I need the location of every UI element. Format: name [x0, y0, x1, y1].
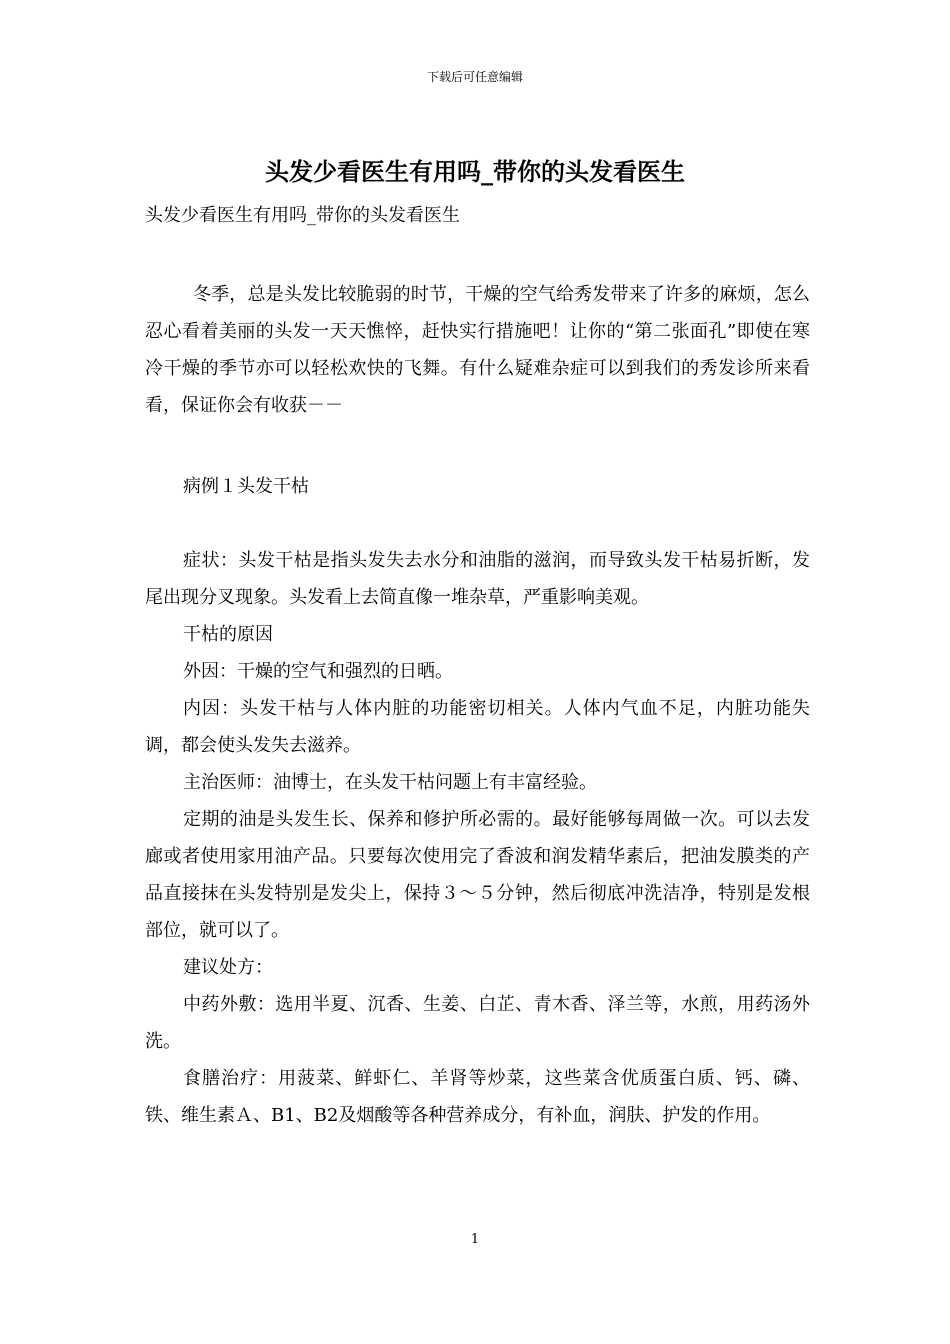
page-header: 下载后可任意编辑 [426, 70, 523, 84]
subtitle-line: 头发少看医生有用吗_带你的头发看医生 [145, 205, 460, 226]
page-number: 1 [470, 1232, 480, 1247]
external-cause-paragraph: 外因：干燥的空气和强烈的日晒。 [183, 661, 453, 682]
document-body [145, 197, 810, 1134]
treatment-paragraph: 定期的油是头发生长、保养和修护所必需的。最好能够每周做一次。可以去发廊或者使用家用油产品。只要每次使用完了香波和润发精华素后，把油发膜类的产品直接抹在头发特别是发尖上，保持３～５分钟，然后彻底冲洗洁净，特别是发根部位，就可以了。 [145, 809, 810, 941]
internal-cause-paragraph: 内因：头发干枯与人体内脏的功能密切相关。人体内气血不足，内脏功能失调，都会使头发失去滋养。 [145, 698, 810, 756]
case-heading: 病例１头发干枯 [183, 476, 309, 497]
intro-paragraph: 冬季，总是头发比较脆弱的时节，干燥的空气给秀发带来了许多的麻烦，怎么忍心看着美丽的头发一天天憔悴，赶快实行措施吧！让你的“第二张面孔”即使在寒冷干燥的季节亦可以轻松欢快的飞舞。有什么疑难杂症可以到我们的秀发诊所来看看，保证你会有收获－－ [145, 284, 810, 416]
symptom-paragraph: 症状：头发干枯是指头发失去水分和油脂的滋润，而导致头发干枯易折断，发尾出现分叉现象。头发看上去简直像一堆杂草，严重影响美观。 [145, 550, 810, 608]
doctor-paragraph: 主治医师：油博士，在头发干枯问题上有丰富经验。 [183, 772, 597, 793]
diet-paragraph: 食膳治疗：用菠菜、鲜虾仁、羊肾等炒菜，这些菜含优质蛋白质、钙、磷、铁、维生素Ａ、B1、B2及烟酸等各种营养成分，有补血，润肤、护发的作用。 [145, 1068, 810, 1126]
cause-heading: 干枯的原因 [183, 624, 273, 645]
herbal-paragraph: 中药外敷：选用半夏、沉香、生姜、白芷、青木香、泽兰等，水煎，用药汤外洗。 [145, 994, 810, 1052]
document-title: 头发少看医生有用吗_带你的头发看医生 [265, 157, 685, 186]
advice-heading: 建议处方： [183, 957, 273, 978]
